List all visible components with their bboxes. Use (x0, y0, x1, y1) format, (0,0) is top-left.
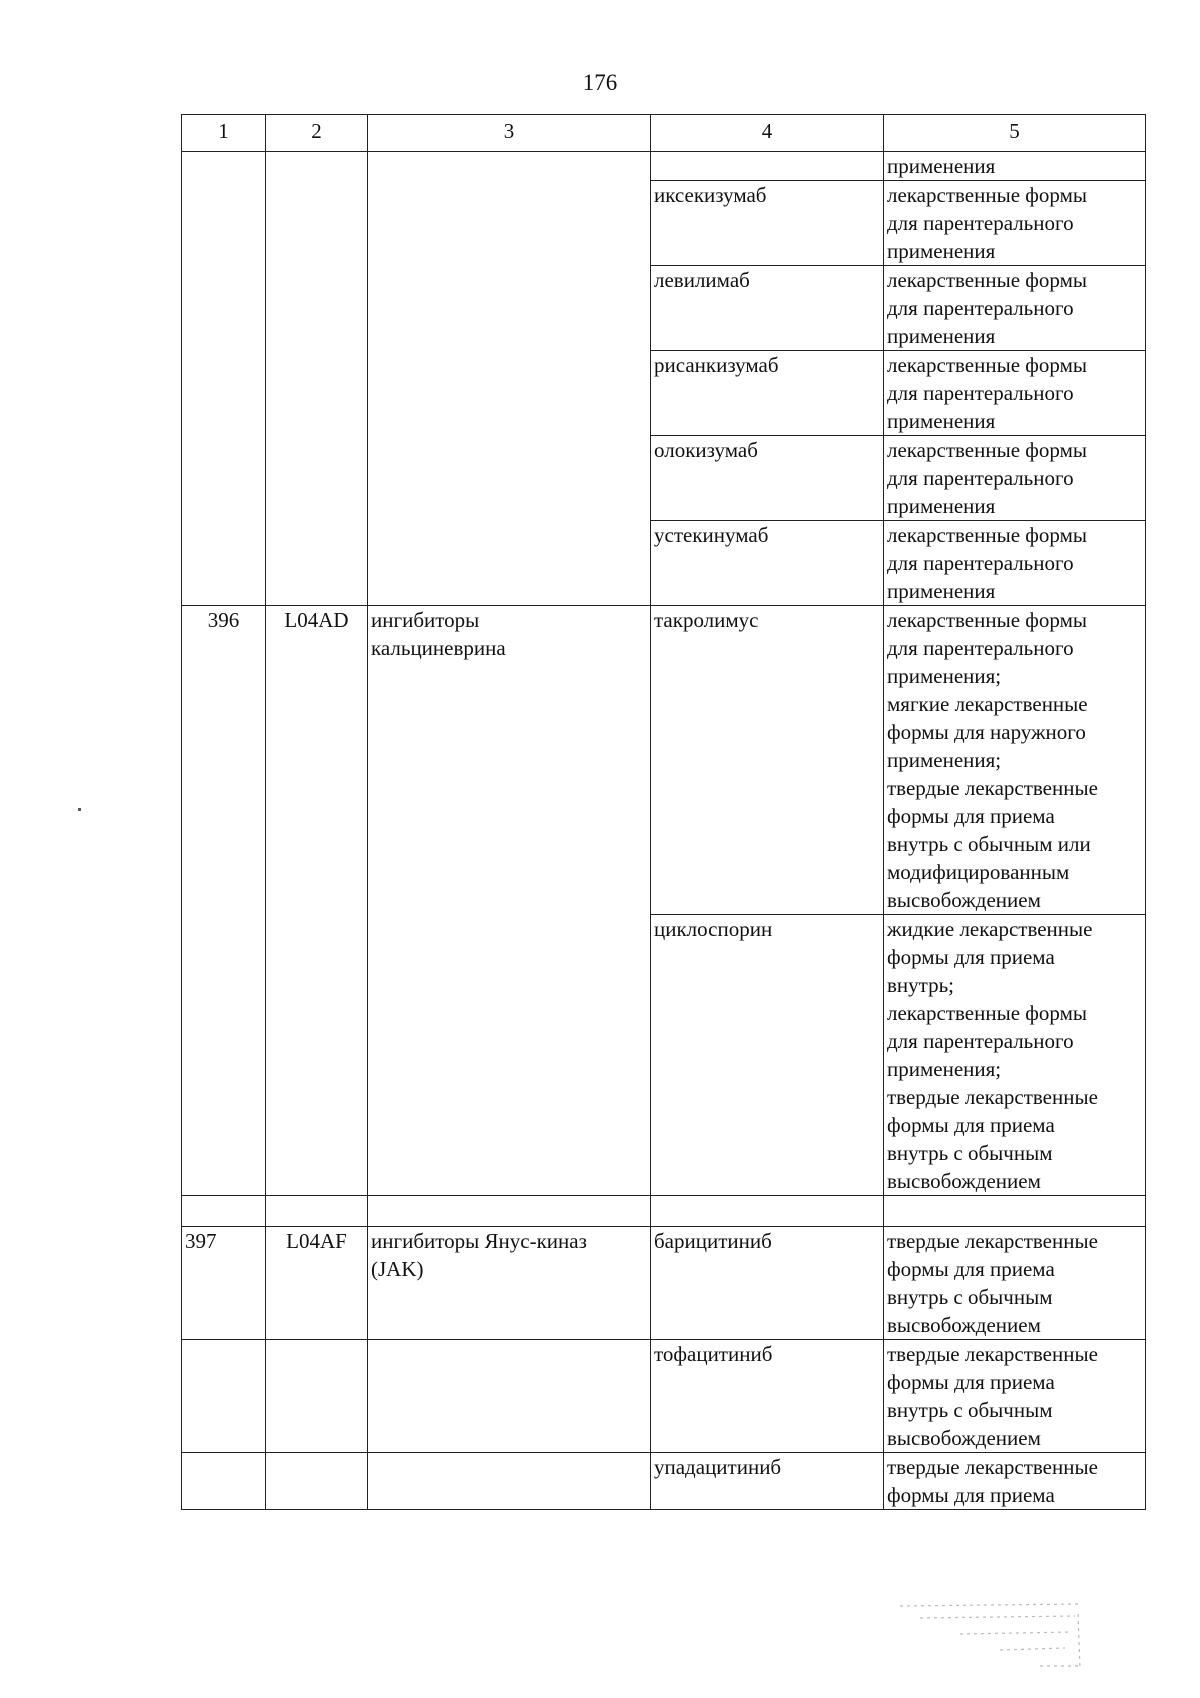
table-row (182, 1227, 1146, 1340)
table-row (182, 152, 1146, 181)
drug-cell: циклоспорин (651, 915, 884, 1196)
table-row (182, 1340, 1146, 1453)
blank-row (182, 1196, 1146, 1227)
group-name-cell (368, 152, 651, 606)
column-header: 5 (884, 115, 1146, 152)
empty-cell (368, 1340, 651, 1453)
group-name-cell: ингибиторы Янус-киназ (JAK) (368, 1227, 651, 1340)
page-number: 176 (582, 70, 618, 95)
num-cell (182, 152, 266, 606)
drug-cell (651, 152, 884, 181)
form-cell: лекарственные формы для парентерального применения (884, 181, 1146, 266)
code-cell: L04AD (266, 606, 368, 1196)
empty-cell (266, 1453, 368, 1510)
form-cell: твердые лекарственные формы для приема внутрь с обычным высвобождением (884, 1227, 1146, 1340)
form-cell: лекарственные формы для парентерального применения (884, 266, 1146, 351)
empty-cell (651, 1196, 884, 1227)
drug-cell: тофацитиниб (651, 1340, 884, 1453)
table-header-row (182, 115, 1146, 152)
form-cell: твердые лекарственные формы для приема внутрь с обычным высвобождением (884, 1340, 1146, 1453)
form-cell: лекарственные формы для парентерального применения (884, 436, 1146, 521)
num-cell: 396 (182, 606, 266, 1196)
code-cell (266, 152, 368, 606)
drug-cell: такролимус (651, 606, 884, 915)
table-row (182, 1453, 1146, 1510)
form-cell: лекарственные формы для парентерального применения (884, 521, 1146, 606)
empty-cell (266, 1196, 368, 1227)
drug-cell: олокизумаб (651, 436, 884, 521)
scan-speck (78, 808, 81, 811)
empty-cell (368, 1196, 651, 1227)
column-header: 1 (182, 115, 266, 152)
form-cell: применения (884, 152, 1146, 181)
drug-cell: левилимаб (651, 266, 884, 351)
column-header: 4 (651, 115, 884, 152)
drug-cell: упадацитиниб (651, 1453, 884, 1510)
empty-cell (266, 1340, 368, 1453)
drug-cell: барицитиниб (651, 1227, 884, 1340)
code-cell: L04AF (266, 1227, 368, 1340)
num-cell: 397 (182, 1227, 266, 1340)
form-cell: лекарственные формы для парентерального применения; мягкие лекарственные формы для наружного применения; твердые лекарственные формы для приема внутрь с обычным или модифицированным высвобождением (884, 606, 1146, 915)
group-name-cell: ингибиторы кальциневрина (368, 606, 651, 1196)
table-row (182, 606, 1146, 915)
form-cell: лекарственные формы для парентерального применения (884, 351, 1146, 436)
empty-cell (182, 1340, 266, 1453)
form-cell: твердые лекарственные формы для приема (884, 1453, 1146, 1510)
drug-cell: устекинумаб (651, 521, 884, 606)
empty-cell (182, 1196, 266, 1227)
empty-cell (368, 1453, 651, 1510)
form-cell: жидкие лекарственные формы для приема внутрь; лекарственные формы для парентерального применения; твердые лекарственные формы для приема внутрь с обычным высвобождением (884, 915, 1146, 1196)
drug-cell: рисанкизумаб (651, 351, 884, 436)
column-header: 3 (368, 115, 651, 152)
empty-cell (182, 1453, 266, 1510)
column-header: 2 (266, 115, 368, 152)
medicines-table (181, 114, 1146, 1510)
faded-stamp (890, 1596, 1090, 1676)
drug-cell: иксекизумаб (651, 181, 884, 266)
empty-cell (884, 1196, 1146, 1227)
